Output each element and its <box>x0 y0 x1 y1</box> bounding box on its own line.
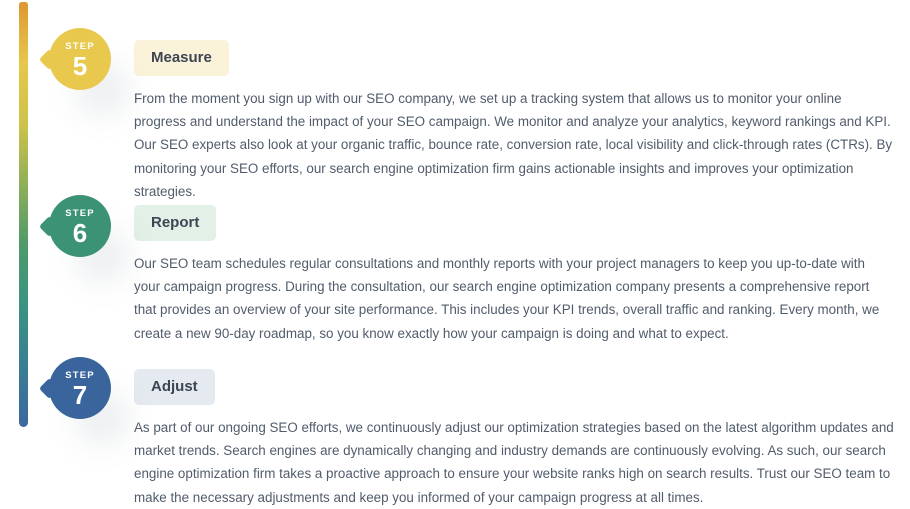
step-number: 7 <box>72 379 88 410</box>
step-description: As part of our ongoing SEO efforts, we continuously adjust our optimization strategies based on the latest algorithm updates and market trends. Search engines are dynamically changing and industry demands are continuously evolving. As such, our search engine optimization firm takes a proactive approach to ensure your website ranks high on search results. Trust our SEO team to make the necessary adjustments and keep you informed of your campaign progress at all times. <box>134 420 894 505</box>
step-number: 5 <box>72 50 88 81</box>
step-badge <box>49 28 111 90</box>
step-label: STEP <box>65 40 95 52</box>
step-label: STEP <box>65 369 95 381</box>
step-content <box>134 28 910 203</box>
step-badge-tail-icon <box>39 378 60 399</box>
step-badge <box>49 195 111 257</box>
step-description: Our SEO team schedules regular consultations and monthly reports with your project managers to keep you up-to-date with your campaign progress. During the consultation, our search engine optimization company presents a comprehensive report that provides an overview of your site performance. This includes your KPI trends, overall traffic and ranking. Every month, we create a new 90-day roadmap, so you know exactly how your campaign is doing and what to expect. <box>134 256 880 341</box>
step-section-measure <box>0 28 910 203</box>
step-section-adjust <box>0 357 910 509</box>
step-description: From the moment you sign up with our SEO company, we set up a tracking system that allows us to monitor your online progress and understand the impact of your SEO campaign. We monitor and analyze your analytics, keyword rankings and KPI. Our SEO experts also look at your organic traffic, bounce rate, conversion rate, local visibility and click-through rates (CTRs). By monitoring your SEO efforts, our search engine optimization firm gains actionable insights and improves your optimization strategies. <box>134 91 893 199</box>
step-content <box>134 357 910 509</box>
step-title-chip: Report <box>134 205 216 241</box>
step-label: STEP <box>65 207 95 219</box>
step-badge-tail-icon <box>39 216 60 237</box>
step-badge <box>49 357 111 419</box>
step-section-report <box>0 195 910 345</box>
step-badge-tail-icon <box>39 49 60 70</box>
step-number: 6 <box>72 217 88 248</box>
step-title-chip: Adjust <box>134 369 215 405</box>
step-content <box>134 195 910 345</box>
step-title-chip: Measure <box>134 40 229 76</box>
